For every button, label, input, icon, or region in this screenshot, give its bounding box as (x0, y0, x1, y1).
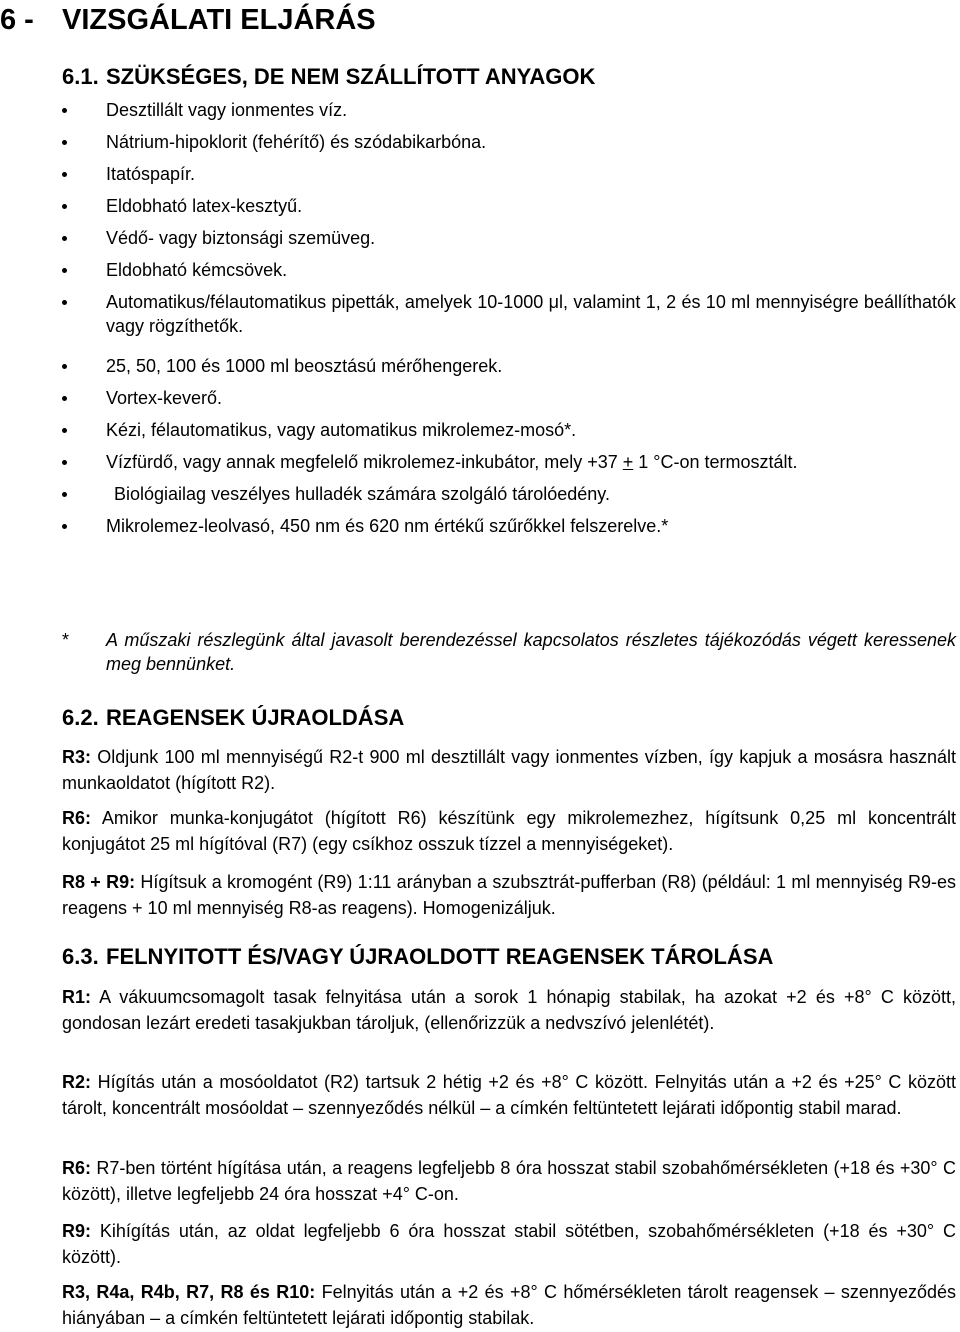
footnote-marker: * (62, 630, 70, 650)
chapter-number: 6 - (0, 4, 34, 36)
reconstitution-r3: R3: Oldjunk 100 ml mennyiségű R2-t 900 ml desztillált vagy ionmentes vízben, így kapjuk a mosásra használt munkaoldatot (hígított R2). (62, 747, 956, 793)
bullet-icon (62, 204, 67, 209)
list-item: Vortex-keverő. (0, 386, 960, 418)
bullet-icon (62, 428, 67, 433)
section-heading-6-3 (62, 943, 773, 971)
materials-list (0, 98, 960, 546)
bullet-icon (62, 236, 67, 241)
list-item: Automatikus/félautomatikus pipetták, amelyek 10-1000 μl, valamint 1, 2 és 10 ml mennyiségre beállíthatók vagy rögzíthetők. (0, 290, 960, 354)
bullet-icon (62, 460, 67, 465)
list-item: Nátrium-hipoklorit (fehérítő) és szódabikarbóna. (0, 130, 960, 162)
storage-others: R3, R4a, R4b, R7, R8 és R10: Felnyitás után a +2 és +8° C hőmérsékleten tárolt reagensek – szennyeződés hiányában – a címkén feltüntetett lejárati időpontig stabilak. (62, 1282, 956, 1328)
section-title: REAGENSEK ÚJRAOLDÁSA (106, 705, 405, 730)
section-number: 6.3. (62, 944, 99, 969)
bullet-icon (62, 140, 67, 145)
bullet-icon (62, 492, 67, 497)
storage-r9: R9: Kihígítás után, az oldat legfeljebb 6 óra hosszat stabil sötétben, szobahőmérsékleten (+18 és +30° C között). (62, 1221, 956, 1267)
list-item: Kézi, félautomatikus, vagy automatikus mikrolemez-mosó*. (0, 418, 960, 450)
bullet-icon (62, 108, 67, 113)
bullet-icon (62, 268, 67, 273)
bullet-icon (62, 364, 67, 369)
reconstitution-r6: R6: Amikor munka-konjugátot (hígított R6) készítünk egy mikrolemezhez, hígítsunk 0,25 ml koncentrált konjugátot 25 ml hígítóval (R7) (egy csíkhoz osszuk tízzel a mennyiségeket). (62, 808, 956, 854)
bullet-icon (62, 172, 67, 177)
storage-r1: R1: A vákuumcsomagolt tasak felnyitása után a sorok 1 hónapig stabilak, ha azokat +2 és +8° C között, gondosan lezárt eredeti tasakjukban tároljuk, (ellenőrizzük a nedvszívó jelenlétét). (62, 987, 956, 1033)
footnote-text: A műszaki részlegünk által javasolt berendezéssel kapcsolatos részletes tájékozódás végett keressenek meg bennünket. (106, 630, 956, 674)
list-item: Biológiailag veszélyes hulladék számára szolgáló tárolóedény. (0, 482, 960, 514)
bullet-icon (62, 524, 67, 529)
footnote (0, 628, 960, 676)
reconstitution-r8-r9: R8 + R9: Hígítsuk a kromogént (R9) 1:11 arányban a szubsztrát-pufferban (R8) (például: 1 ml mennyiség R9-es reagens + 10 ml mennyiség R8-as reagens). Homogenizáljuk. (62, 872, 956, 918)
storage-r6: R6: R7-ben történt hígítása után, a reagens legfeljebb 8 óra hosszat stabil szobahőmérsékleten (+18 és +30° C között), illetve legfeljebb 24 óra hosszat +4° C-on. (62, 1158, 956, 1204)
section-number: 6.2. (62, 705, 99, 730)
plus-minus-sign: + (622, 452, 634, 472)
section-number: 6.1. (62, 64, 99, 89)
list-item: Védő- vagy biztonsági szemüveg. (0, 226, 960, 258)
list-item: 25, 50, 100 és 1000 ml beosztású mérőhengerek. (0, 354, 960, 386)
list-item: Eldobható kémcsövek. (0, 258, 960, 290)
list-item: Mikrolemez-leolvasó, 450 nm és 620 nm értékű szűrőkkel felszerelve.* (0, 514, 960, 546)
list-item: Desztillált vagy ionmentes víz. (0, 98, 960, 130)
bullet-icon (62, 396, 67, 401)
section-heading-6-2 (62, 704, 404, 732)
list-item: Eldobható latex-kesztyű. (0, 194, 960, 226)
section-title: FELNYITOTT ÉS/VAGY ÚJRAOLDOTT REAGENSEK TÁROLÁSA (106, 944, 774, 969)
chapter-heading (0, 2, 376, 38)
list-item: Vízfürdő, vagy annak megfelelő mikrolemez-inkubátor, mely +37 + 1 °C-on termosztált. (0, 450, 960, 482)
list-item: Itatóspapír. (0, 162, 960, 194)
bullet-icon (62, 300, 67, 305)
section-heading-6-1 (62, 63, 595, 91)
storage-r2: R2: Hígítás után a mosóoldatot (R2) tartsuk 2 hétig +2 és +8° C között. Felnyitás után a +2 és +25° C között tárolt, koncentrált mosóoldat – szennyeződés nélkül – a címkén feltüntetett lejárati időpontig stabil marad. (62, 1072, 956, 1118)
chapter-title: VIZSGÁLATI ELJÁRÁS (62, 4, 376, 36)
section-title: SZÜKSÉGES, DE NEM SZÁLLÍTOTT ANYAGOK (106, 64, 596, 89)
